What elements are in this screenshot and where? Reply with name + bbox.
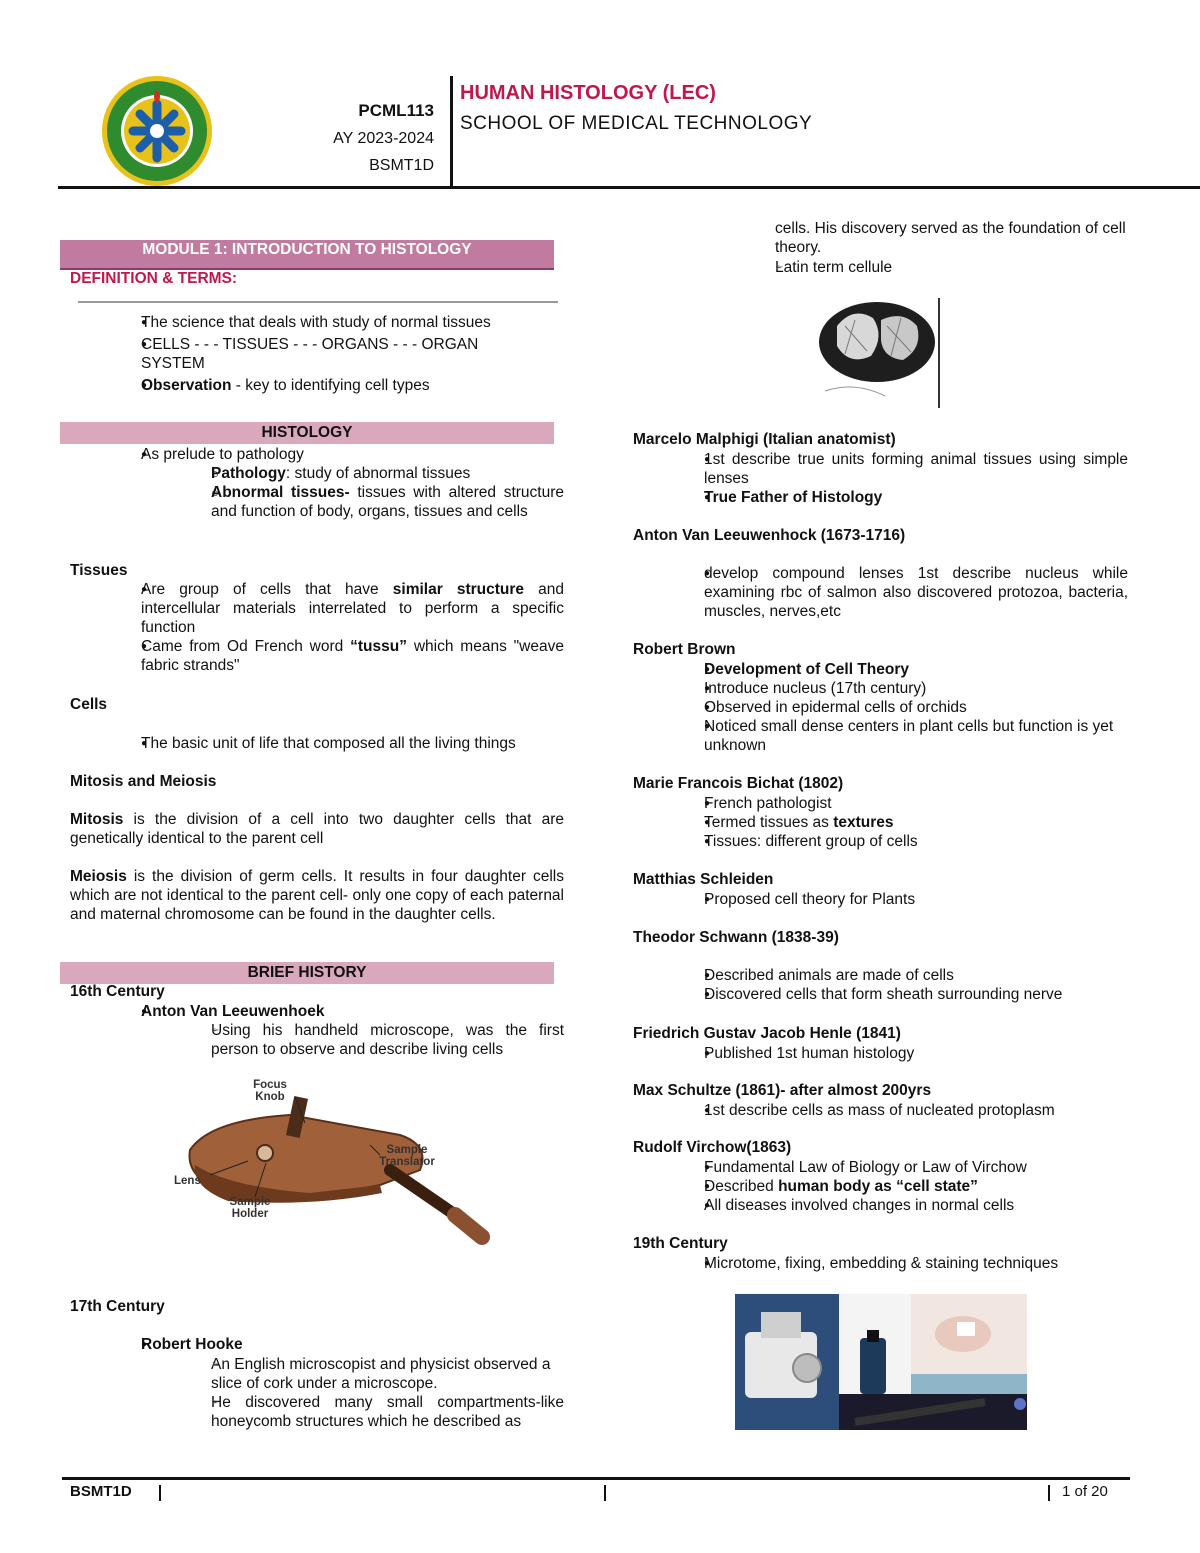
footer-sep-1 [159,1485,161,1501]
list-item: ● Noticed small dense centers in plant cells but function is yet unknown [672,717,1128,755]
label-sample-translator: Sample Translator [379,1144,435,1168]
list-item: ● Robert Hooke [108,1335,564,1354]
histology-list [108,445,564,464]
hooke-latin-list [738,258,1128,277]
list-item: ➢ Using his handheld microscope, was the first person to observe and describe living cells [174,1021,564,1059]
list-item: ● Anton Van Leeuwenhoek [108,1002,564,1021]
list-item: ● True Father of Histology [672,488,1128,507]
list-item: ● Described animals are made of cells [672,966,1128,985]
henle-list [672,1044,1128,1063]
definition-rule [78,301,558,303]
list-item: ● Discovered cells that form sheath surrounding nerve [672,985,1128,1004]
list-item: ● As prelude to pathology [108,445,564,464]
list-item: ● develop compound lenses 1st describe nucleus while examining rbc of salmon also discovered protozoa, bacteria, muscles, nerves,etc [672,564,1128,621]
list-item: ● 1st describe cells as mass of nucleated protoplasm [672,1101,1128,1120]
century-16-sublist [174,1021,564,1059]
footer-left: BSMT1D [70,1483,132,1500]
list-item: ➢ Latin term cellule [738,258,1128,277]
tissues-heading: Tissues [70,562,128,579]
microscope-image [170,1075,500,1245]
histology-sublist [174,464,564,521]
list-item: ● Introduce nucleus (17th century) [672,679,1128,698]
list-item: ● Published 1st human histology [672,1044,1128,1063]
bichat-heading: Marie Francois Bichat (1802) [633,775,844,792]
footer-rule [62,1477,1130,1480]
list-item: ● Observed in epidermal cells of orchids [672,698,1128,717]
hooke-continuation: cells. His discovery served as the foundation of cell theory. [775,220,1126,256]
brief-history-bar: BRIEF HISTORY [60,962,554,984]
label-focus-knob: Focus Knob [253,1079,287,1103]
label-sample-holder: Sample Holder [229,1196,271,1220]
list-item: ● Proposed cell theory for Plants [672,890,1128,909]
brown-heading: Robert Brown [633,641,736,658]
header-divider [450,76,453,186]
list-item: ● Termed tissues as textures [672,813,1128,832]
century-19-heading: 19th Century [633,1235,728,1252]
list-item: ● CELLS - - - TISSUES - - - ORGANS - - - ORGAN SYSTEM [108,335,521,373]
list-item: ● The basic unit of life that composed all the living things [108,734,564,753]
school-name: SCHOOL OF MEDICAL TECHNOLOGY [460,113,813,134]
leeuwenhock-list [672,564,1128,621]
list-item: ● The science that deals with study of normal tissues [108,313,528,332]
tissues-list [108,580,564,675]
list-item: ➢ He discovered many small compartments-like honeycomb structures which he described as [174,1393,564,1431]
mitosis-paragraph: Mitosis is the division of a cell into two daughter cells that are genetically identical to the parent cell [70,811,564,847]
century-16-heading: 16th Century [70,983,165,1000]
schwann-list [672,966,1128,1004]
century-19-list [672,1254,1128,1273]
schleiden-heading: Matthias Schleiden [633,871,774,888]
list-item: ○ Pathology: study of abnormal tissues [174,464,564,483]
schultze-heading: Max Schultze (1861)- after almost 200yrs [633,1082,932,1099]
cells-heading: Cells [70,696,108,713]
header-rule [58,186,1200,189]
list-item: ○ Abnormal tissues- tissues with altered structure and function of body, organs, tissues and cells [174,483,564,521]
course-title: HUMAN HISTOLOGY (LEC) [460,82,716,104]
list-item: ● Fundamental Law of Biology or Law of Virchow [672,1158,1128,1177]
list-item: ● French pathologist [672,794,1128,813]
virchow-heading: Rudolf Virchow(1863) [633,1139,792,1156]
cells-list [108,734,564,753]
definition-label: DEFINITION & TERMS: [70,270,238,287]
list-item: ● 1st describe true units forming animal tissues using simple lenses [672,450,1128,488]
footer-sep-3 [1048,1485,1050,1501]
cork-cells-image [815,296,941,411]
school-logo [100,74,214,188]
list-item: ● Are group of cells that have similar structure and intercellular materials interrelated to perform a specific function [108,580,564,637]
schwann-heading: Theodor Schwann (1838-39) [633,929,839,946]
histology-bar: HISTOLOGY [60,422,554,444]
footer-sep-2 [604,1485,606,1501]
virchow-list [672,1158,1128,1215]
section-label: BSMT1D [369,157,434,174]
page-number: 1 of 20 [1062,1483,1108,1500]
lab-techniques-image [735,1294,1027,1430]
meiosis-paragraph: Meiosis is the division of germ cells. It results in four daughter cells which are not identical to the parent cell- only one copy of each paternal and maternal chromosome can be found in the daughter cells. [70,868,564,923]
leeuwenhock-heading: Anton Van Leeuwenhock (1673-1716) [633,527,906,544]
list-item: ● Came from Od French word “tussu” which means "weave fabric strands" [108,637,564,675]
henle-heading: Friedrich Gustav Jacob Henle (1841) [633,1025,901,1042]
schultze-list [672,1101,1128,1120]
bichat-list [672,794,1128,851]
brown-list [672,660,1128,755]
century-16-list [108,1002,564,1021]
malphigi-list [672,450,1128,507]
module-title-bar: MODULE 1: INTRODUCTION TO HISTOLOGY [60,240,554,270]
century-17-sublist [174,1355,564,1431]
definition-list [108,313,528,395]
malphigi-heading: Marcelo Malphigi (Italian anatomist) [633,431,896,448]
list-item: ● Observation - key to identifying cell types [108,376,528,395]
list-item: ● Described human body as “cell state” [672,1177,1128,1196]
list-item: ● Development of Cell Theory [672,660,1128,679]
course-code: PCML113 [358,101,434,120]
century-17-heading: 17th Century [70,1298,165,1315]
century-17-list [108,1335,564,1354]
schleiden-list [672,890,1128,909]
list-item: ➢ An English microscopist and physicist observed a slice of cork under a microscope. [174,1355,564,1393]
mitosis-meiosis-heading: Mitosis and Meiosis [70,773,217,790]
academic-year: AY 2023-2024 [333,130,434,147]
list-item: ● Microtome, fixing, embedding & staining techniques [672,1254,1128,1273]
label-lens: Lens [174,1175,201,1187]
list-item: ● All diseases involved changes in normal cells [672,1196,1128,1215]
list-item: ● Tissues: different group of cells [672,832,1128,851]
